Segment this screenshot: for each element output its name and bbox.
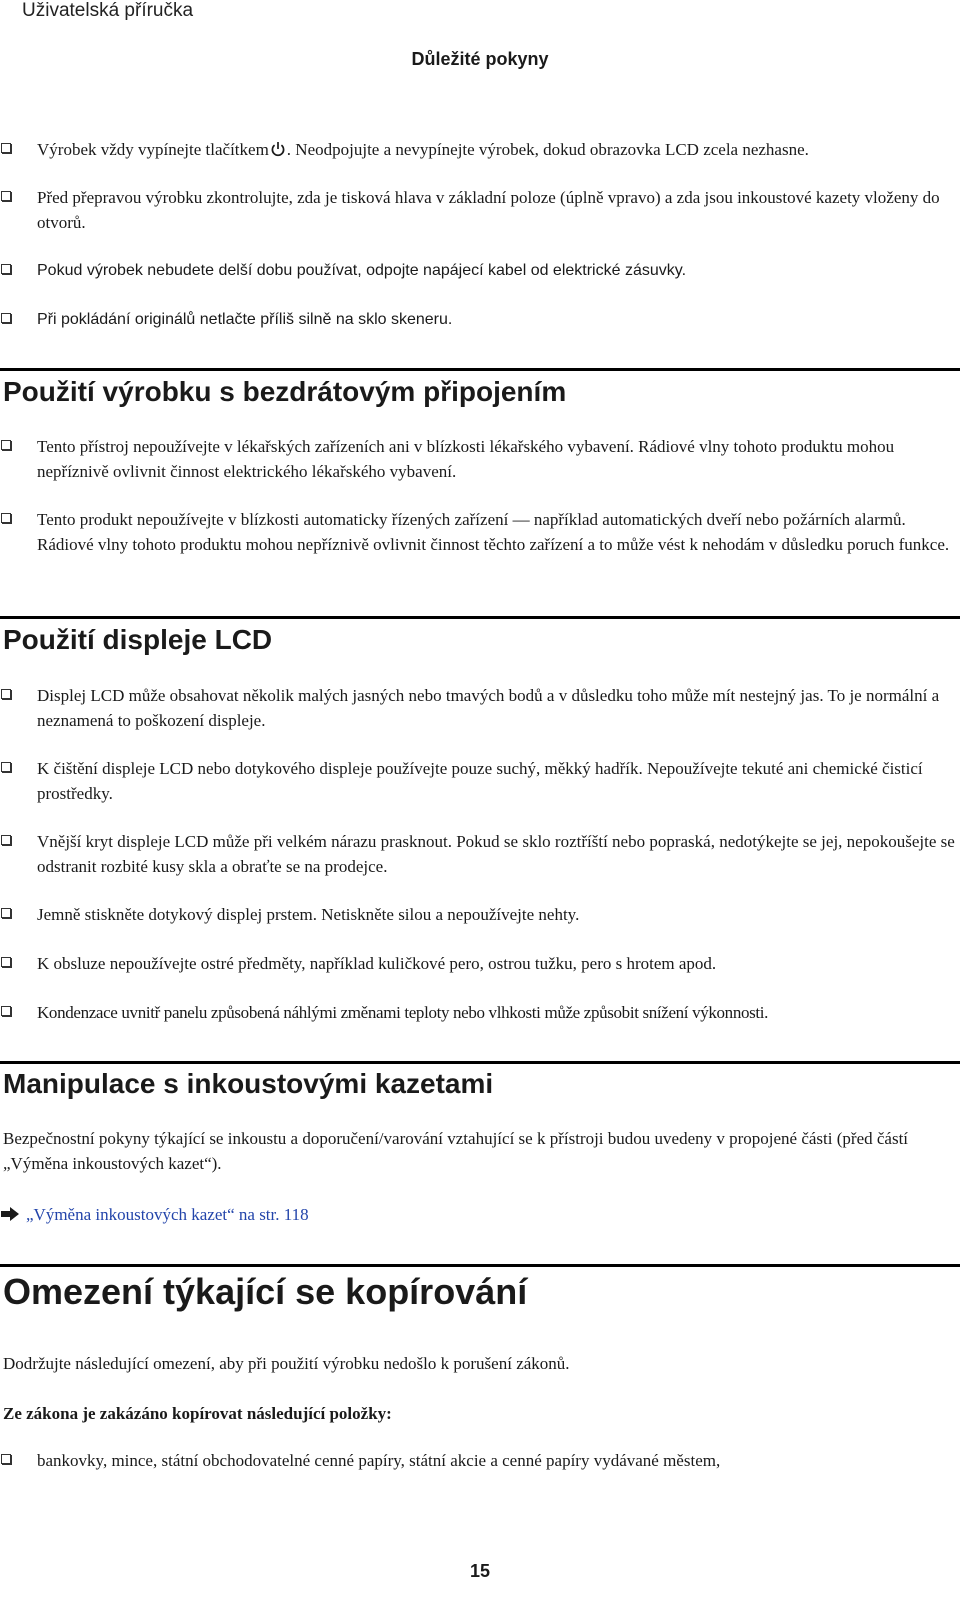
checkbox-bullet-icon [1,689,11,699]
list-item-text: K čištění displeje LCD nebo dotykového displeje používejte pouze suchý, měkký hadřík. Nepoužívejte tekuté ani chemické čisticí prostředky. [37,759,923,803]
checkbox-bullet-icon [1,1006,11,1016]
list-item [0,258,960,283]
checkbox-bullet-icon [1,313,11,323]
checkbox-bullet-icon [1,762,11,772]
list-item [0,683,960,733]
section-divider [0,1061,960,1064]
list-item [0,951,960,976]
list-item [0,1448,960,1473]
list-item [0,756,960,806]
list-item [0,902,960,927]
arrow-right-icon [0,1207,20,1221]
power-icon [270,141,286,157]
list-item-text: Výrobek vždy vypínejte tlačítkem . Neodpojujte a nevypínejte výrobek, dokud obrazovka LCD zcela nezhasne. [37,140,809,159]
list-item [0,434,960,484]
ink-paragraph: Bezpečnostní pokyny týkající se inkoustu a doporučení/varování vztahující se k přístroji budou uvedeny v propojené části (před částí „Výměna inkoustových kazet“). [3,1129,909,1173]
list-item-text: K obsluze nepoužívejte ostré předměty, například kuličkové pero, ostrou tužku, pero s hrotem apod. [37,954,717,973]
section-heading-copy: Omezení týkající se kopírování [3,1271,528,1312]
copy-paragraph: Dodržujte následující omezení, aby při použití výrobku nedošlo k porušení zákonů. [3,1354,570,1373]
running-title: Uživatelská příručka [22,0,194,21]
list-item [0,307,960,332]
list-item-text: Při pokládání originálů netlačte příliš silně na sklo skeneru. [37,311,453,328]
checkbox-bullet-icon [1,957,11,967]
list-item-text: Kondenzace uvnitř panelu způsobená náhlými změnami teploty nebo vlhkosti může způsobit snížení výkonnosti. [37,1003,769,1022]
list-item-text: Před přepravou výrobku zkontrolujte, zda je tisková hlava v základní poloze (úplně vpravo) a zda jsou inkoustové kazety vloženy do otvorů. [37,188,940,232]
cross-reference[interactable] [0,1202,309,1227]
section-divider [0,1264,960,1267]
checkbox-bullet-icon [1,1454,11,1464]
cross-reference-link[interactable]: „Výměna inkoustových kazet“ na str. 118 [26,1205,309,1224]
list-item-text: Displej LCD může obsahovat několik malých jasných nebo tmavých bodů a v důsledku toho může mít nestejný jas. To je normální a neznamená to poškození displeje. [37,686,940,730]
page-number: 15 [469,1561,491,1581]
section-title: Důležité pokyny [411,49,549,69]
checkbox-bullet-icon [1,835,11,845]
list-item [0,829,960,879]
checkbox-bullet-icon [1,264,11,274]
list-item-text: Vnější kryt displeje LCD může při velkém nárazu prasknout. Pokud se sklo roztříští nebo popraská, nedotýkejte se jej, nepokoušejte se odstranit rozbité kusy skla a obraťte se na prodejce. [37,832,955,876]
section-heading-ink: Manipulace s inkoustovými kazetami [3,1068,494,1099]
list-item [0,137,960,162]
list-item-text: bankovky, mince, státní obchodovatelné cenné papíry, státní akcie a cenné papíry vydávané městem, [37,1451,721,1470]
list-item [0,185,960,235]
list-item-text: Tento produkt nepoužívejte v blízkosti automaticky řízených zařízení — například automatických dveří nebo požárních alarmů. Rádiové vlny tohoto produktu mohou nepříznivě ovlivnit činnost těchto zařízení a to může vést k nehodám v důsledku poruch funkce. [37,510,950,554]
section-heading-wireless: Použití výrobku s bezdrátovým připojením [3,376,567,407]
checkbox-bullet-icon [1,191,11,201]
list-item-text: Pokud výrobek nebudete delší dobu používat, odpojte napájecí kabel od elektrické zásuvky. [37,262,687,279]
section-heading-lcd: Použití displeje LCD [3,624,273,655]
checkbox-bullet-icon [1,440,11,450]
list-item [0,507,960,557]
checkbox-bullet-icon [1,908,11,918]
list-item-text: Jemně stiskněte dotykový displej prstem. Netiskněte silou a nepoužívejte nehty. [37,905,580,924]
checkbox-bullet-icon [1,513,11,523]
section-divider [0,616,960,619]
list-item-text: Tento přístroj nepoužívejte v lékařských zařízeních ani v blízkosti lékařského vybavení. Rádiové vlny tohoto produktu mohou nepříznivě ovlivnit činnost elektrického lékařského vybavení. [37,437,895,481]
copy-bold-note: Ze zákona je zakázáno kopírovat následující položky: [3,1404,392,1423]
section-divider [0,368,960,371]
list-item [0,1000,960,1025]
checkbox-bullet-icon [1,143,11,153]
